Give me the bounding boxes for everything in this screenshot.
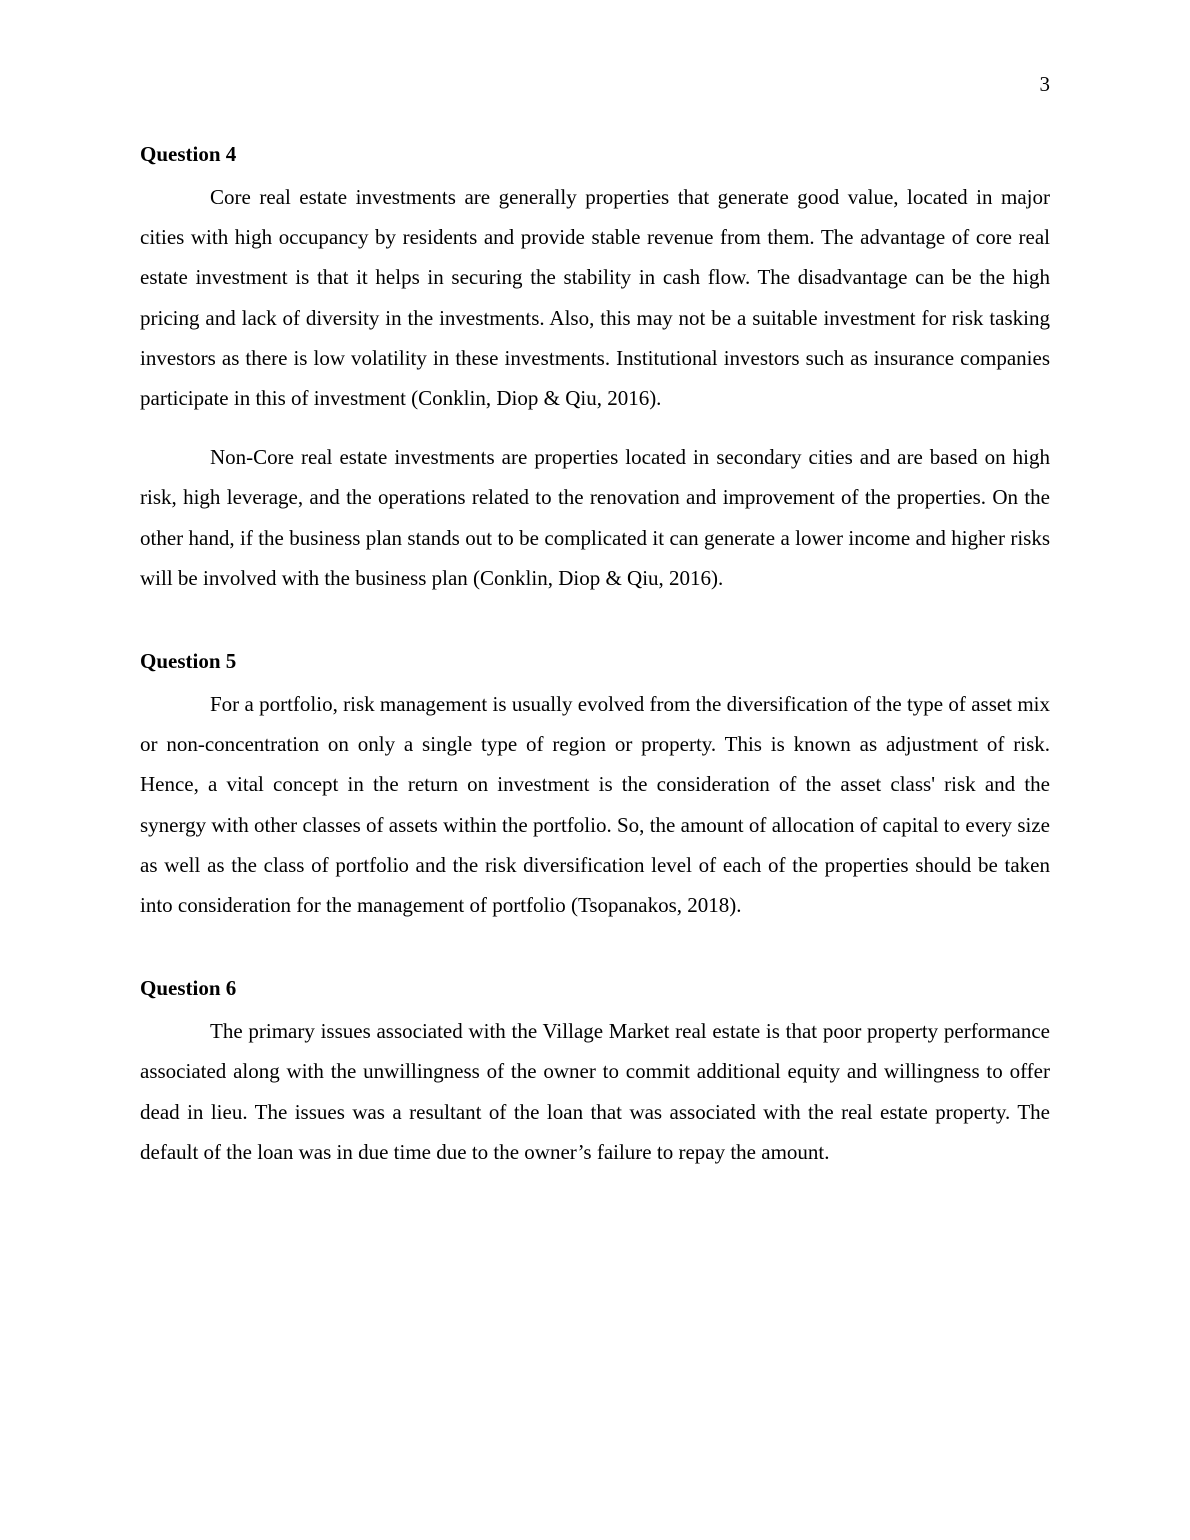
section-heading: Question 5 [140, 649, 237, 674]
paragraph: Core real estate investments are generally properties that generate good value, located in major cities with high occupancy by residents and provide stable revenue from them. The advantage of core real estate investment is that it helps in securing the stability in cash flow. The disadvantage can be the high pricing and lack of diversity in the investments. Also, this may not be a suitable investment for risk tasking investors as there is low volatility in these investments. Institutional investors such as insurance companies participate in this of investment (Conklin, Diop & Qiu, 2016). [140, 185, 1050, 411]
document-body [140, 137, 1050, 1172]
section-question-4 [140, 137, 1050, 598]
paragraph: The primary issues associated with the Village Market real estate is that poor property performance associated along with the unwillingness of the owner to commit additional equity and willingness to offer dead in lieu. The issues was a resultant of the loan that was associated with the real estate property. The default of the loan was in due time due to the owner’s failure to repay the amount. [140, 1019, 1050, 1164]
section-question-6 [140, 971, 1050, 1172]
paragraph: For a portfolio, risk management is usually evolved from the diversification of the type of asset mix or non-concentration on only a single type of region or property. This is known as adjustment of risk. Hence, a vital concept in the return on investment is the consideration of the asset class' risk and the synergy with other classes of assets within the portfolio. So, the amount of allocation of capital to every size as well as the class of portfolio and the risk diversification level of each of the properties should be taken into consideration for the management of portfolio (Tsopanakos, 2018). [140, 692, 1050, 918]
section-heading: Question 4 [140, 142, 237, 166]
paragraph: Non-Core real estate investments are properties located in secondary cities and are based on high risk, high leverage, and the operations related to the renovation and improvement of the properties. On the other hand, if the business plan stands out to be complicated it can generate a lower income and higher risks will be involved with the business plan (Conklin, Diop & Qiu, 2016). [140, 445, 1050, 590]
section-heading: Question 6 [140, 976, 237, 1001]
section-question-5 [140, 644, 1050, 925]
page-number: 3 [1039, 72, 1050, 96]
